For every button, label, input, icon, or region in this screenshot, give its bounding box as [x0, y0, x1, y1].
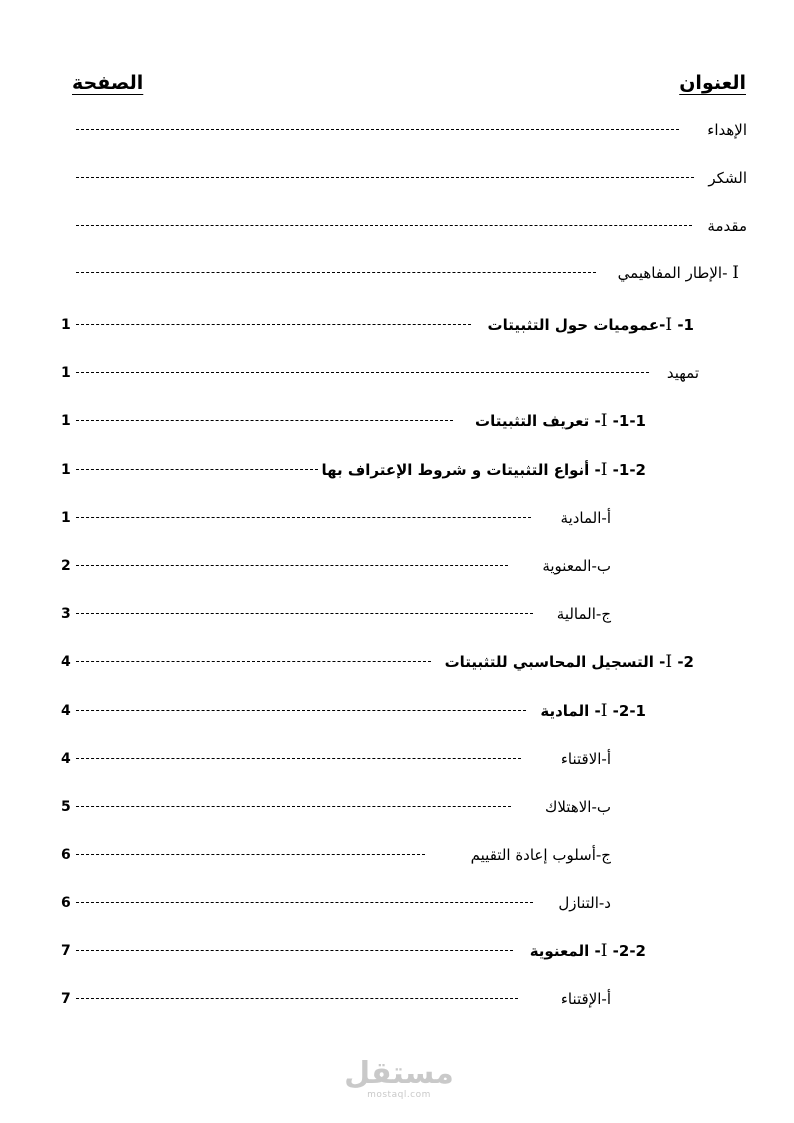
toc-entry-page: 2	[61, 558, 71, 574]
toc-leader-dots	[76, 129, 679, 130]
toc-entry-label	[558, 889, 611, 917]
toc-leader-dots	[76, 950, 513, 951]
toc-entry-page: 3	[61, 606, 71, 622]
toc-entry	[0, 259, 794, 287]
toc-entry-text: ج-أسلوب إعادة التقييم	[470, 846, 611, 864]
toc-entry-label	[561, 985, 611, 1013]
toc-entry	[0, 407, 794, 435]
toc-leader-dots	[76, 324, 471, 325]
toc-entry	[0, 697, 794, 725]
toc-leader-dots	[76, 469, 318, 470]
toc-header-title: العنوان	[679, 72, 746, 94]
toc-entry-numeral: I	[665, 315, 673, 335]
toc-entry-page: 5	[61, 799, 71, 815]
toc-entry-text: ب-المعنوية	[542, 557, 611, 575]
toc-entry-label	[707, 212, 747, 240]
toc-entry-page: 1	[61, 462, 71, 478]
toc-entry-page: 1	[61, 413, 71, 429]
toc-entry-text: أ-الاقتناء	[560, 750, 611, 768]
toc-entry-label	[475, 407, 646, 435]
toc-entry-text: الشكر	[708, 169, 747, 187]
toc-leader-dots	[76, 565, 508, 566]
toc-entry-text: -2- التسجيل المحاسبي للتثبيتات	[444, 653, 694, 671]
toc-entry-label	[445, 648, 694, 676]
toc-entry	[0, 164, 794, 192]
toc-entry-label	[488, 311, 694, 339]
toc-entry-text: -2-2- المعنوية	[529, 942, 646, 960]
toc-entry-text: -1-2- أنواع التثبيتات و شروط الإعتراف بها	[321, 461, 646, 479]
toc-entry	[0, 600, 794, 628]
toc-entry	[0, 841, 794, 869]
toc-entry-text: مقدمة	[707, 217, 747, 235]
toc-entry-page: 6	[61, 847, 71, 863]
toc-entry-label	[708, 164, 747, 192]
toc-entry-numeral: I	[600, 941, 608, 961]
toc-entry-label	[561, 504, 611, 532]
watermark	[344, 1058, 454, 1100]
toc-entry	[0, 985, 794, 1013]
toc-entry	[0, 116, 794, 144]
toc-entry	[0, 359, 794, 387]
toc-entry-label	[667, 359, 699, 387]
toc-entry	[0, 212, 794, 240]
toc-entry-page: 6	[61, 895, 71, 911]
toc-entry-label	[321, 456, 646, 484]
toc-entry	[0, 937, 794, 965]
toc-entry-page: 4	[61, 751, 71, 767]
toc-entry-page: 7	[61, 991, 71, 1007]
toc-entry-text: د-التنازل	[558, 894, 611, 912]
toc-leader-dots	[76, 272, 596, 273]
watermark-logo: مستقل	[344, 1056, 454, 1091]
toc-leader-dots	[76, 517, 531, 518]
toc-leader-dots	[76, 998, 518, 999]
toc-entry-text: -2-1- المادية	[540, 702, 646, 720]
toc-entry-label	[707, 116, 747, 144]
toc-entry-page: 1	[61, 317, 71, 333]
toc-entry-text: -الإطار المفاهيمي	[617, 264, 728, 282]
toc-entry-numeral: I	[665, 652, 673, 672]
toc-leader-dots	[76, 806, 511, 807]
toc-entry-page: 4	[61, 703, 71, 719]
toc-entry	[0, 311, 794, 339]
toc-entry-text: الإهداء	[707, 121, 747, 139]
toc-entry-numeral: I	[600, 460, 608, 480]
toc-entry-label	[471, 841, 611, 869]
toc-entry-page: 1	[61, 510, 71, 526]
toc-entry	[0, 504, 794, 532]
toc-entry-label	[542, 552, 611, 580]
toc-leader-dots	[76, 225, 692, 226]
toc-entry-page: 1	[61, 365, 71, 381]
toc-leader-dots	[76, 177, 694, 178]
toc-leader-dots	[76, 661, 431, 662]
toc-leader-dots	[76, 902, 533, 903]
toc-entry	[0, 745, 794, 773]
toc-leader-dots	[76, 613, 533, 614]
watermark-url: mostaql.com	[367, 1090, 431, 1100]
toc-entry-numeral: I	[600, 701, 608, 721]
toc-entry-text: تمهيد	[666, 364, 699, 382]
toc-entry-label	[545, 793, 611, 821]
toc-entry-page: 7	[61, 943, 71, 959]
toc-entry	[0, 889, 794, 917]
toc-entry-text: ب-الاهتلاك	[544, 798, 611, 816]
toc-entry-text: أ-المادية	[560, 509, 611, 527]
toc-entry-text: أ-الإقتناء	[560, 990, 611, 1008]
toc-entry	[0, 456, 794, 484]
toc-entry	[0, 552, 794, 580]
toc-entry-label	[540, 697, 646, 725]
toc-leader-dots	[76, 372, 649, 373]
toc-leader-dots	[76, 710, 526, 711]
toc-entry-label	[557, 600, 611, 628]
toc-entry	[0, 793, 794, 821]
toc-leader-dots	[76, 758, 521, 759]
toc-entry-label	[561, 745, 611, 773]
toc-entry-text: -1-عموميات حول التثبيتات	[487, 316, 694, 334]
toc-entry-label	[618, 259, 739, 287]
toc-entry-label	[530, 937, 646, 965]
toc-leader-dots	[76, 854, 425, 855]
toc-entry-text: ج-المالية	[556, 605, 611, 623]
toc-entry-page: 4	[61, 654, 71, 670]
toc-entry-numeral: I	[600, 411, 608, 431]
toc-entry	[0, 648, 794, 676]
toc-entry-text: -1-1- تعريف التثبيتات	[475, 412, 646, 430]
toc-leader-dots	[76, 420, 453, 421]
toc-header-page: الصفحة	[72, 72, 144, 94]
toc-entry-numeral: I	[732, 263, 739, 283]
